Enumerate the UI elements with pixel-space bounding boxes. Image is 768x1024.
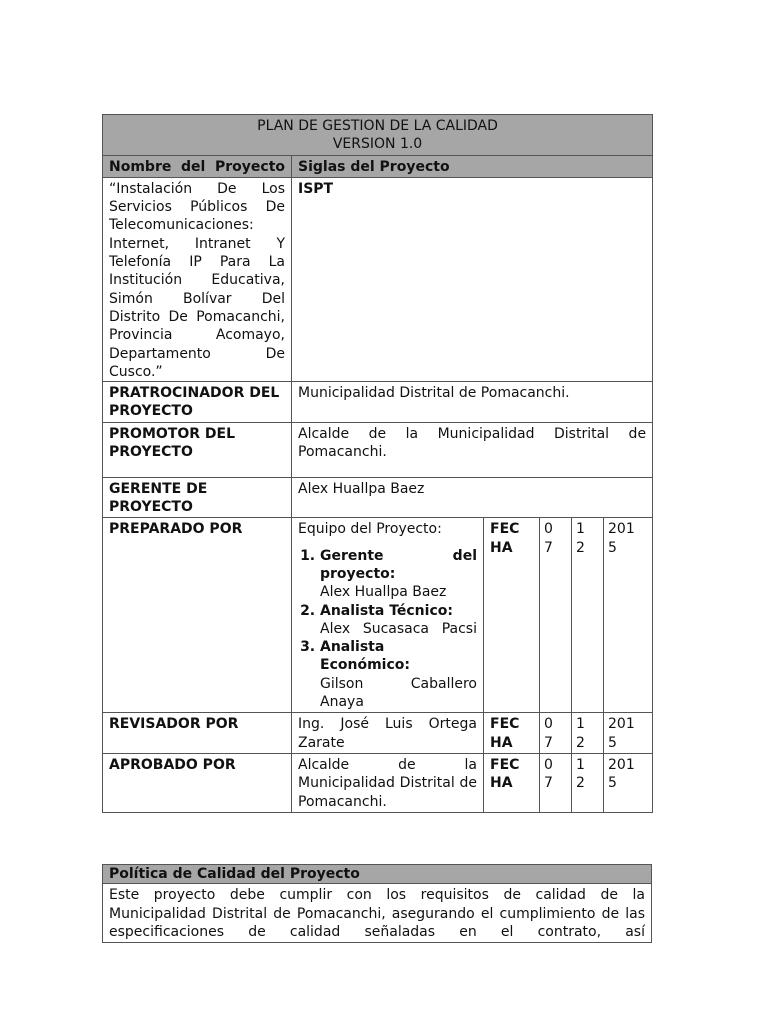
- date-label-part: HA: [490, 539, 513, 556]
- date-month-digit: 2: [576, 734, 585, 751]
- date-year-part: 201: [608, 521, 635, 538]
- date-month: [572, 518, 604, 713]
- team-member-role: Analista Técnico:: [320, 602, 453, 619]
- reviewed-by-value: Ing. José Luis Ortega Zarate: [292, 713, 484, 754]
- date-label-part: FEC: [490, 756, 520, 773]
- date-day: [540, 518, 572, 713]
- date-year-part: 201: [608, 716, 635, 733]
- date-year-part: 201: [608, 756, 635, 773]
- team-member: [320, 602, 477, 639]
- date-month-digit: 1: [576, 521, 585, 538]
- policy-text: Este proyecto debe cumplir con los requisitos de calidad de la Municipalidad Distrital de Pomacanchi, asegurando el cumplimiento de las especificaciones de calidad señaladas en el contrato, así: [103, 884, 652, 943]
- date-month: [572, 753, 604, 812]
- sponsor-value: Municipalidad Distrital de Pomacanchi.: [292, 382, 653, 423]
- approved-by-value: Alcalde de la Municipalidad Distrital de Pomacanchi.: [292, 753, 484, 812]
- date-year: [604, 753, 653, 812]
- team-member-role: Analista Económico:: [320, 639, 410, 674]
- date-label: [484, 753, 540, 812]
- policy-title: Política de Calidad del Proyecto: [103, 865, 652, 884]
- date-month-digit: 2: [576, 775, 585, 792]
- manager-label: GERENTE DE PROYECTO: [103, 477, 292, 518]
- quality-plan-table: [102, 114, 653, 813]
- promoter-value: Alcalde de la Municipalidad Distrital de Pomacanchi.: [292, 422, 653, 477]
- date-day-digit: 7: [544, 734, 553, 751]
- date-label-part: FEC: [490, 716, 520, 733]
- quality-policy-table: [102, 864, 652, 943]
- date-year-part: 5: [608, 539, 617, 556]
- date-month: [572, 713, 604, 754]
- sponsor-label: PRATROCINADOR DEL PROYECTO: [103, 382, 292, 423]
- reviewed-by-label: REVISADOR POR: [103, 713, 292, 754]
- date-year: [604, 713, 653, 754]
- prepared-by-label: PREPARADO POR: [103, 518, 292, 713]
- team-member: [320, 547, 477, 602]
- team-member-name: Alex Sucasaca Pacsi: [320, 620, 477, 637]
- team-intro: Equipo del Proyecto:: [298, 521, 442, 538]
- project-name-value: “Instalación De Los Servicios Públicos De Telecomunicaciones: Internet, Intranet Y Telefonía IP Para La Institución Educativa, Simón Bolívar Del Distrito De Pomacanchi, Provincia Acomayo, Departamento De Cusco.”: [103, 177, 292, 381]
- date-month-digit: 1: [576, 756, 585, 773]
- date-day: [540, 753, 572, 812]
- team-member-name: Alex Huallpa Baez: [320, 584, 447, 601]
- date-day: [540, 713, 572, 754]
- team-member: [320, 638, 477, 711]
- date-label: [484, 518, 540, 713]
- date-label-part: HA: [490, 775, 513, 792]
- project-acronym-value: ISPT: [292, 177, 653, 381]
- date-day-digit: 0: [544, 756, 553, 773]
- manager-value: Alex Huallpa Baez: [292, 477, 653, 518]
- date-month-digit: 2: [576, 539, 585, 556]
- table-header: [103, 115, 653, 156]
- date-month-digit: 1: [576, 716, 585, 733]
- document-version: VERSION 1.0: [332, 136, 423, 153]
- date-label-part: HA: [490, 734, 513, 751]
- date-day-digit: 0: [544, 716, 553, 733]
- prepared-by-value: [292, 518, 484, 713]
- date-day-digit: 7: [544, 539, 553, 556]
- document-title: PLAN DE GESTION DE LA CALIDAD: [257, 118, 498, 134]
- date-day-digit: 7: [544, 775, 553, 792]
- date-day-digit: 0: [544, 521, 553, 538]
- date-year-part: 5: [608, 734, 617, 751]
- promoter-label: PROMOTOR DEL PROYECTO: [103, 422, 292, 477]
- team-list: [298, 547, 477, 712]
- project-acronym-header: Siglas del Proyecto: [292, 155, 653, 177]
- date-label-part: FEC: [490, 521, 520, 538]
- team-member-role: 1. Gerente del proyecto:: [320, 547, 477, 582]
- team-member-name: Gilson Caballero Anaya: [320, 675, 477, 711]
- date-year: [604, 518, 653, 713]
- project-name-header: Nombre del Proyecto: [103, 155, 292, 177]
- approved-by-label: APROBADO POR: [103, 753, 292, 812]
- date-label: [484, 713, 540, 754]
- date-year-part: 5: [608, 775, 617, 792]
